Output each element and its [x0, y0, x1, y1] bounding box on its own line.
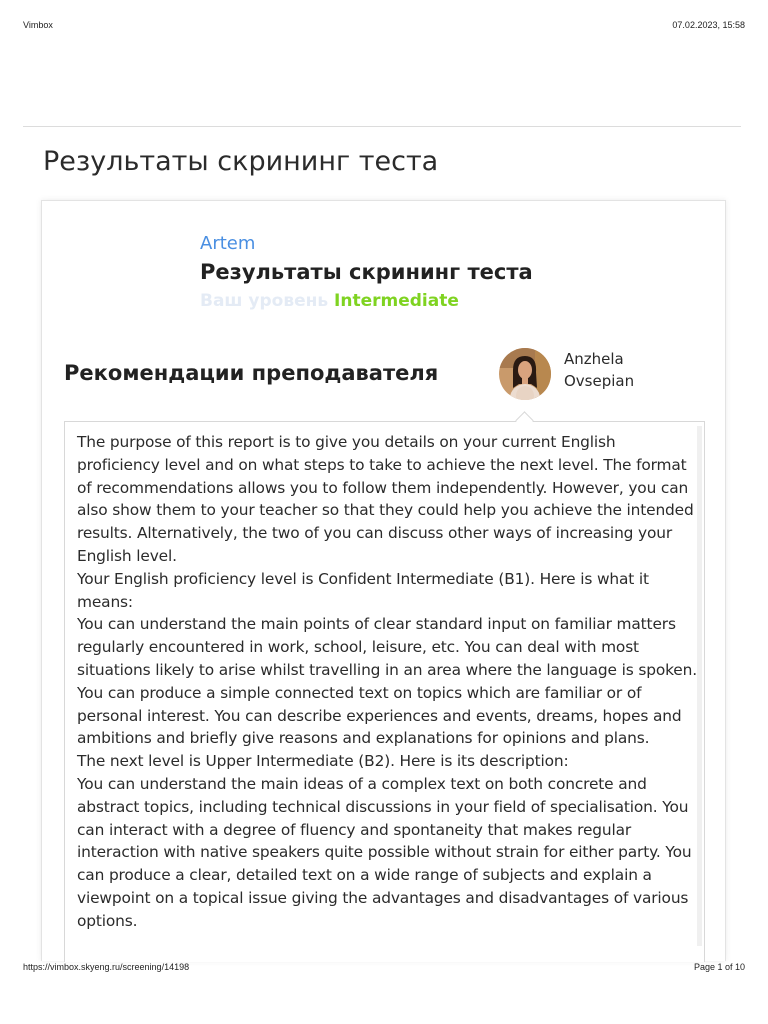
level-label: Ваш уровень [200, 291, 329, 311]
print-header [23, 20, 745, 30]
teacher-last-name: Ovsepian [564, 372, 635, 390]
level-line [200, 291, 459, 311]
teacher-avatar-icon [499, 348, 551, 400]
recommendations-title: Рекомендации преподавателя [64, 361, 439, 385]
recommendation-text [77, 431, 699, 933]
page-title: Результаты скрининг теста [43, 146, 439, 177]
recommendation-paragraph: The next level is Upper Intermediate (B2). Here is its description: [77, 752, 569, 771]
print-header-datetime: 07.02.2023, 15:58 [672, 20, 745, 30]
teacher-name [564, 348, 684, 392]
teacher-first-name: Anzhela [564, 350, 624, 368]
print-footer [23, 962, 745, 972]
print-footer-url: https://vimbox.skyeng.ru/screening/14198 [23, 962, 190, 972]
recommendation-paragraph: Your English proficiency level is Confident Intermediate (B1). Here is what it means: [77, 569, 649, 611]
student-name: Artem [200, 233, 256, 254]
card-title: Результаты скрининг теста [200, 260, 533, 284]
recommendation-paragraph: You can understand the main ideas of a complex text on both concrete and abstract topics, including technical discussions in your field of specialisation. You can interact with a degree of fluency and spontaneity that makes regular interaction with native speakers quite possible without strain for either party. You can produce a clear, detailed text on a wide range of subjects and explain a viewpoint on a topical issue giving the advantages and disadvantages of various options. [77, 774, 692, 930]
recommendation-paragraph: You can understand the main points of clear standard input on familiar matters regularly encountered in work, school, leisure, etc. You can deal with most situations likely to arise whilst travelling in an area where the language is spoken. You can produce a simple connected text on topics which are familiar or of personal interest. You can describe experiences and events, dreams, hopes and ambitions and briefly give reasons and explanations for opinions and plans. [77, 615, 697, 748]
print-footer-page-info: Page 1 of 10 [693, 962, 745, 972]
header-divider [23, 126, 741, 127]
level-value: Intermediate [334, 291, 459, 311]
print-header-site: Vimbox [23, 20, 53, 30]
recommendation-paragraph: The purpose of this report is to give you details on your current English proficiency level and on what steps to take to achieve the next level. The format of recommendations allows you to follow them independently. However, you can also show them to your teacher so that they could help you achieve the intended results. Alternatively, the two of you can discuss other ways of increasing your English level. [77, 433, 694, 565]
